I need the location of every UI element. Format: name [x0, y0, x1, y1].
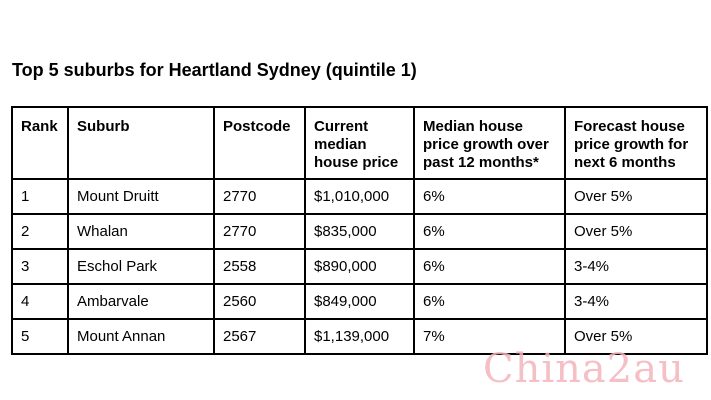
- cell-forecast: Over 5%: [565, 319, 707, 354]
- header-rank: Rank: [12, 107, 68, 179]
- cell-forecast: Over 5%: [565, 179, 707, 214]
- table-row: [12, 284, 707, 319]
- cell-rank: 2: [12, 214, 68, 249]
- cell-suburb: Whalan: [68, 214, 214, 249]
- cell-growth: 6%: [414, 249, 565, 284]
- header-postcode: Postcode: [214, 107, 305, 179]
- cell-growth: 6%: [414, 179, 565, 214]
- header-growth-12-months: Median house price growth over past 12 months*: [414, 107, 565, 179]
- cell-price: $835,000: [305, 214, 414, 249]
- cell-postcode: 2567: [214, 319, 305, 354]
- table-header-row: [12, 107, 707, 179]
- cell-forecast: 3-4%: [565, 284, 707, 319]
- cell-rank: 5: [12, 319, 68, 354]
- table-row: [12, 214, 707, 249]
- cell-rank: 4: [12, 284, 68, 319]
- header-suburb: Suburb: [68, 107, 214, 179]
- cell-postcode: 2558: [214, 249, 305, 284]
- cell-forecast: Over 5%: [565, 214, 707, 249]
- table-row: [12, 179, 707, 214]
- cell-price: $849,000: [305, 284, 414, 319]
- header-forecast-growth: Forecast house price growth for next 6 months: [565, 107, 707, 179]
- cell-postcode: 2560: [214, 284, 305, 319]
- table-row: [12, 249, 707, 284]
- page-title: Top 5 suburbs for Heartland Sydney (quintile 1): [12, 60, 417, 80]
- cell-suburb: Eschol Park: [68, 249, 214, 284]
- cell-postcode: 2770: [214, 179, 305, 214]
- cell-growth: 6%: [414, 214, 565, 249]
- cell-price: $1,139,000: [305, 319, 414, 354]
- suburbs-table: [11, 106, 708, 355]
- cell-postcode: 2770: [214, 214, 305, 249]
- cell-forecast: 3-4%: [565, 249, 707, 284]
- cell-rank: 3: [12, 249, 68, 284]
- cell-rank: 1: [12, 179, 68, 214]
- cell-price: $1,010,000: [305, 179, 414, 214]
- cell-growth: 6%: [414, 284, 565, 319]
- cell-growth: 7%: [414, 319, 565, 354]
- watermark: China2au: [483, 346, 685, 392]
- cell-price: $890,000: [305, 249, 414, 284]
- header-current-price: Current median house price: [305, 107, 414, 179]
- cell-suburb: Mount Annan: [68, 319, 214, 354]
- cell-suburb: Ambarvale: [68, 284, 214, 319]
- cell-suburb: Mount Druitt: [68, 179, 214, 214]
